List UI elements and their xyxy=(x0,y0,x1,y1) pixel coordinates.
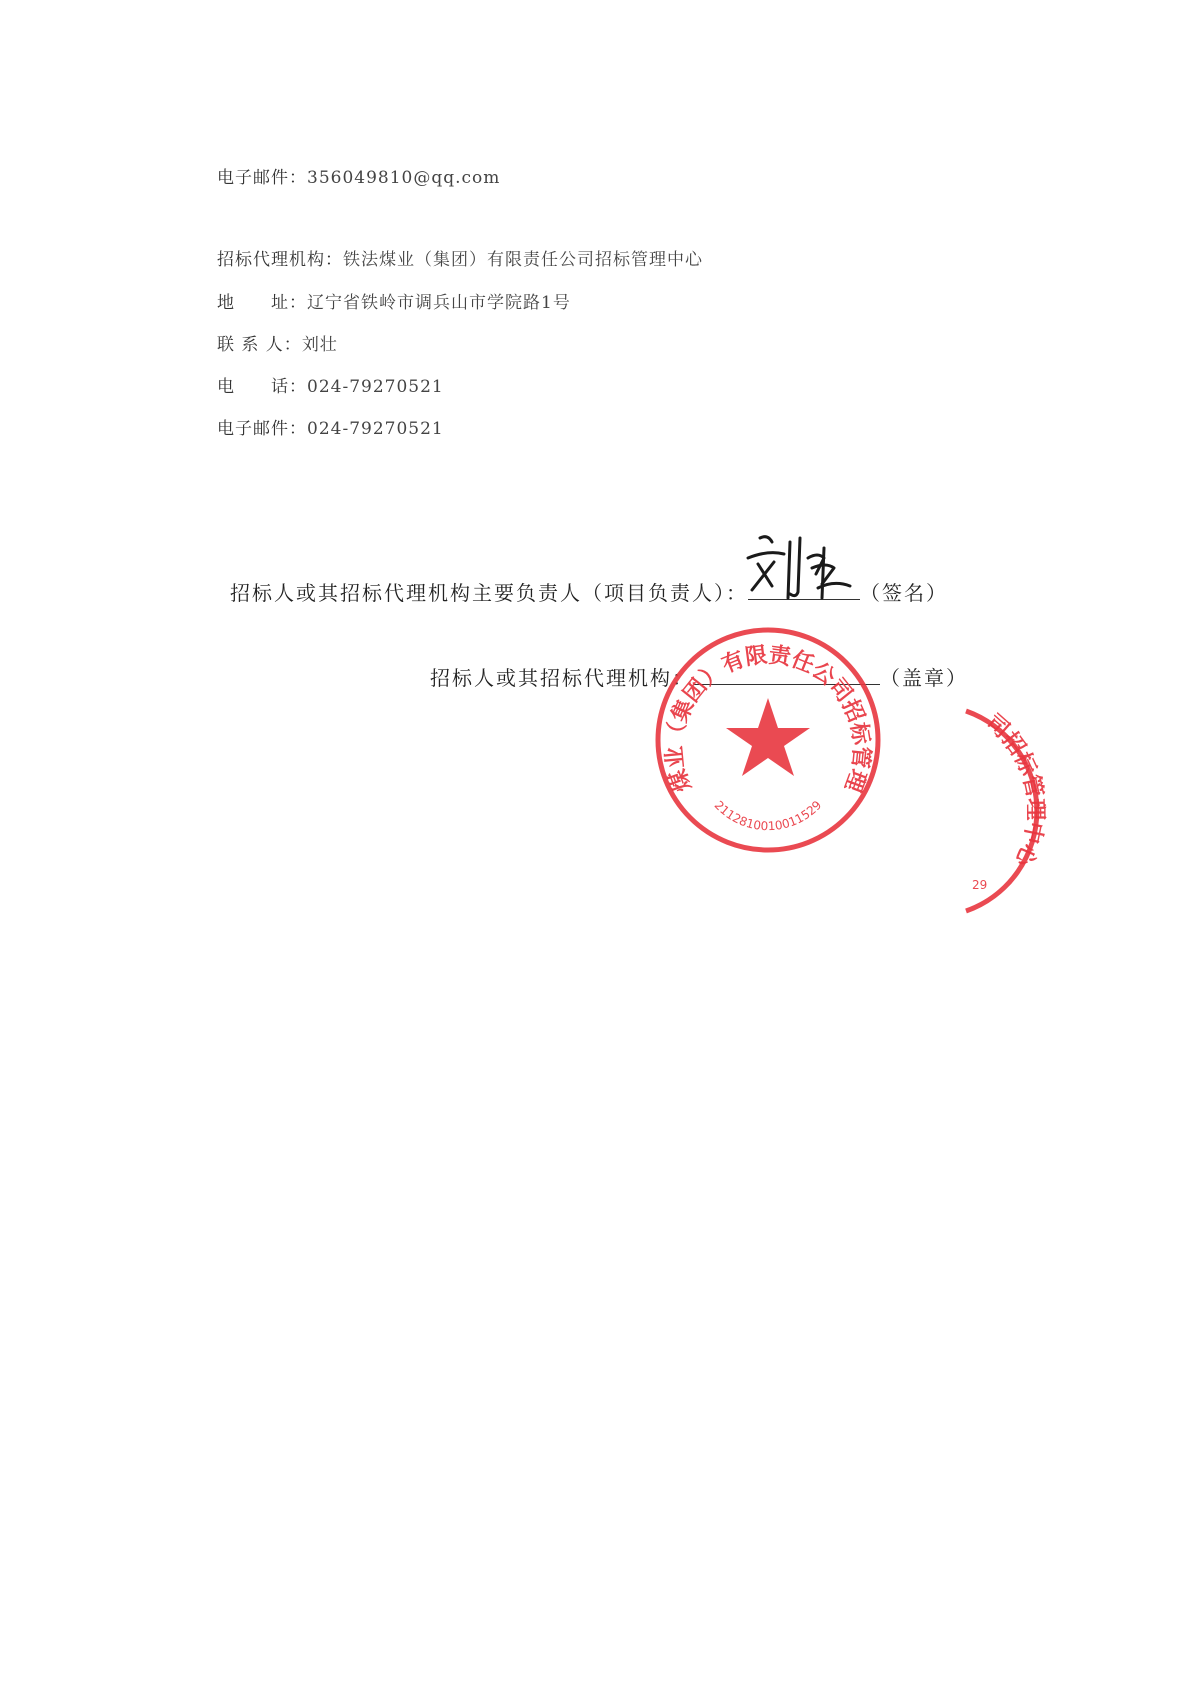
agency-email-value: 024-79270521 xyxy=(307,419,444,439)
org-label: 招标人或其招标代理机构： xyxy=(430,666,694,690)
agency-contact-value: 刘壮 xyxy=(301,335,338,355)
org-suffix: （盖章） xyxy=(880,666,968,690)
partial-stamp-text: 司招标管理中心 xyxy=(980,709,1049,871)
agency-address-line xyxy=(217,288,571,313)
agency-name-label: 招标代理机构： xyxy=(217,250,343,270)
agency-contact-label: 联 系 人： xyxy=(217,335,302,355)
partial-stamp-code: 29 xyxy=(972,878,988,892)
agency-phone-line xyxy=(217,372,444,397)
signer-label: 招标人或其招标代理机构主要负责人（项目负责人）： xyxy=(230,581,748,605)
stamp-code: 2112810010011529 xyxy=(711,798,825,834)
agency-phone-label: 电 话： xyxy=(217,377,307,397)
agency-name-line xyxy=(217,245,703,270)
official-stamp xyxy=(636,600,888,860)
agency-email-line xyxy=(217,414,444,439)
svg-text:司招标管理中心 xyxy=(981,709,1049,871)
agency-contact-line xyxy=(217,330,338,355)
stamp-ring-text: 铁法煤业（集团）有限责任公司招标管理中心 xyxy=(636,600,875,796)
svg-text:2112810010011529 xyxy=(712,798,825,833)
handwritten-signature xyxy=(738,528,858,608)
agency-phone-value: 024-79270521 xyxy=(307,377,444,397)
agency-name-value: 铁法煤业（集团）有限责任公司招标管理中心 xyxy=(343,250,703,270)
agency-email-label: 电子邮件： xyxy=(217,419,307,439)
signer-suffix: （签名） xyxy=(860,581,948,605)
agency-address-value: 辽宁省铁岭市调兵山市学院路1号 xyxy=(307,293,571,313)
agency-address-label: 地 址： xyxy=(217,293,307,313)
top-email-value: 356049810@qq.com xyxy=(307,168,501,188)
partial-stamp xyxy=(958,705,1078,925)
top-email-line xyxy=(217,163,500,188)
top-email-label: 电子邮件： xyxy=(217,168,307,188)
